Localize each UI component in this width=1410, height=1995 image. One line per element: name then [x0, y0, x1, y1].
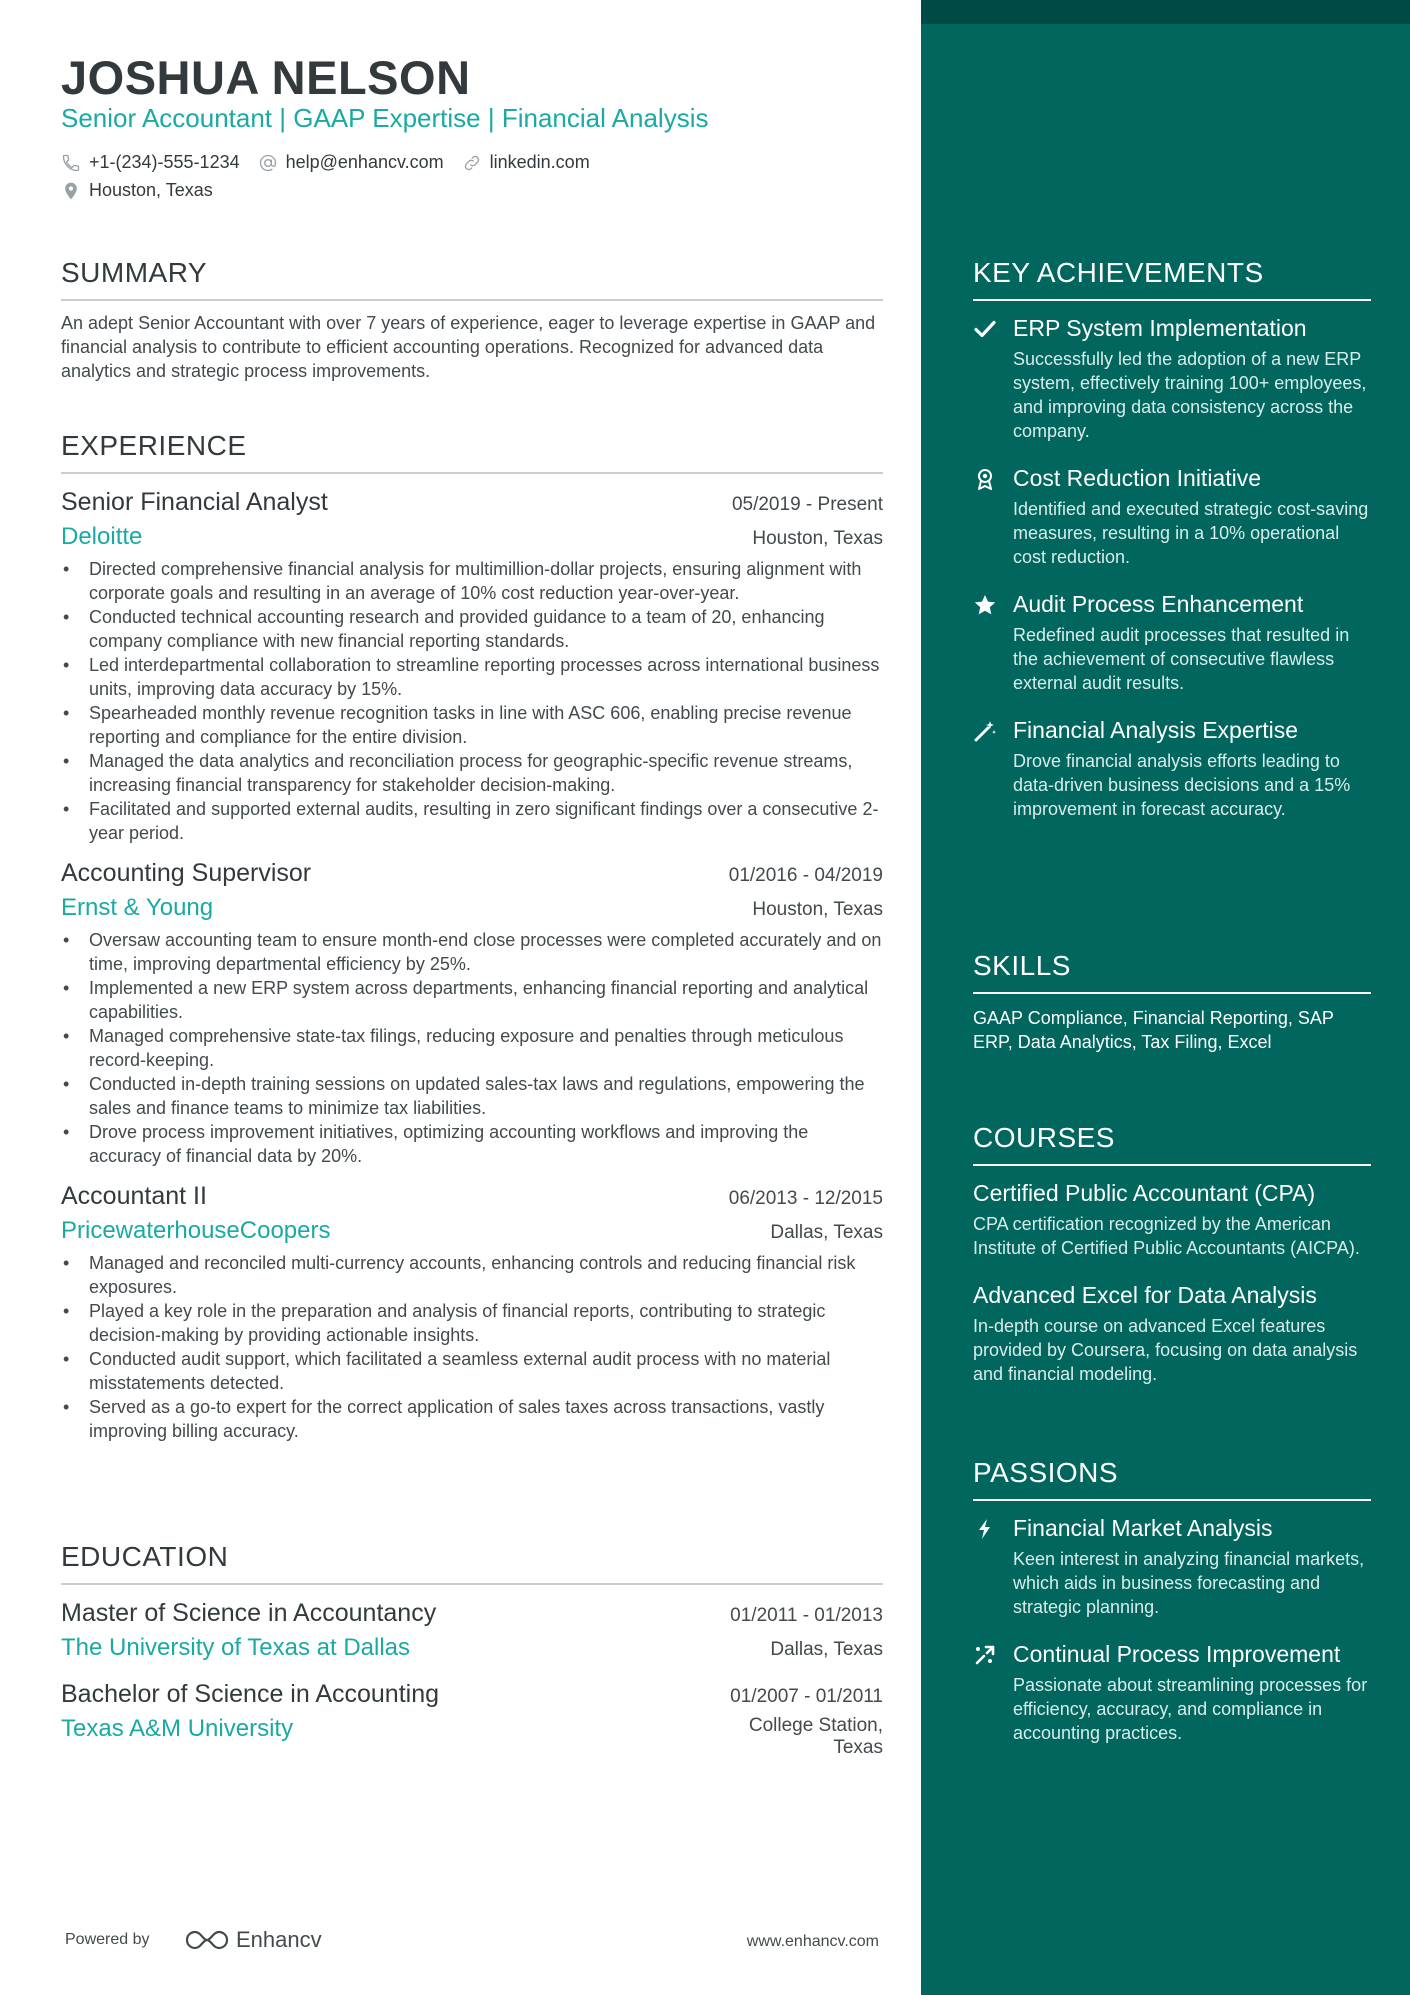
achievement-title: Audit Process Enhancement [1013, 591, 1304, 617]
achievement-item [973, 463, 1371, 569]
summary-text: An adept Senior Accountant with over 7 years of experience, eager to leverage expertise in GAAP and financial analysis to contribute to efficient accounting operations. Recognized for advanced data analytics and strategic process improvements. [61, 313, 876, 381]
achievement-desc: Redefined audit processes that resulted in the achievement of consecutive flawless external audit results. [1013, 625, 1350, 693]
bullet-item: • Facilitated and supported external audits, resulting in zero significant findings over a consecutive 2-year period. [61, 797, 883, 845]
phone-icon [61, 153, 81, 173]
section-divider [973, 299, 1371, 301]
bullet-item: • Managed and reconciled multi-currency accounts, enhancing controls and reducing financial risk exposures. [61, 1251, 883, 1299]
role-dates: 05/2019 - Present [731, 494, 883, 515]
sidebar-column [921, 0, 1410, 1995]
enhancv-logo-icon [184, 1928, 230, 1952]
course-item [973, 1280, 1371, 1386]
skills-section [973, 950, 1371, 1054]
bullet-item: • Spearheaded monthly revenue recognition tasks in line with ASC 606, enabling precise revenue reporting and compliance for the entire division. [61, 701, 883, 749]
achievements-section [973, 257, 1371, 821]
section-divider [973, 992, 1371, 994]
at-icon [258, 153, 278, 173]
bullet-item: • Oversaw accounting team to ensure month-end close processes were completed accurately and on time, improving departmental efficiency by 25%. [61, 928, 883, 976]
course-desc: In-depth course on advanced Excel features provided by Coursera, focusing on data analysis and financial modeling. [973, 1316, 1358, 1384]
role-title: Accounting Supervisor [61, 859, 312, 887]
achievement-title: ERP System Implementation [1013, 315, 1307, 341]
education-dates: 01/2011 - 01/2013 [730, 1605, 883, 1626]
role-bullets [61, 1251, 883, 1443]
education-section [61, 1541, 883, 1759]
skills-text: GAAP Compliance, Financial Reporting, SAP ERP, Data Analytics, Tax Filing, Excel [973, 1008, 1334, 1052]
company-name: Ernst & Young [61, 894, 214, 921]
achievement-item [973, 313, 1371, 443]
bullet-item: • Managed comprehensive state-tax filings, reducing exposure and penalties through meticulous record-keeping. [61, 1024, 883, 1072]
company-name: Deloitte [61, 523, 143, 550]
process-icon [973, 1643, 997, 1667]
bullet-item: • Conducted technical accounting research and provided guidance to a team of 20, enhancing company compliance with new financial reporting standards. [61, 605, 883, 653]
magic-wand-icon [973, 719, 997, 743]
contact-linkedin[interactable] [462, 152, 590, 173]
courses-section [973, 1122, 1371, 1386]
summary-heading: SUMMARY [61, 257, 208, 288]
role-location: Dallas, Texas [770, 1222, 883, 1243]
education-dates: 01/2007 - 01/2011 [730, 1686, 883, 1707]
course-title: Advanced Excel for Data Analysis [973, 1282, 1317, 1308]
bullet-item: • Managed the data analytics and reconciliation process for geographic-specific revenue streams, increasing financial transparency for stakeholder decision-making. [61, 749, 883, 797]
sidebar-top-bar [921, 0, 1410, 24]
contact-location [61, 180, 213, 201]
candidate-title: Senior Accountant | GAAP Expertise | Financial Analysis [61, 103, 709, 133]
powered-by-label: Powered by [65, 1931, 150, 1948]
role-dates: 01/2016 - 04/2019 [728, 865, 883, 886]
experience-heading: EXPERIENCE [61, 430, 247, 461]
passion-title: Continual Process Improvement [1013, 1641, 1341, 1667]
school-location: College Station, Texas [748, 1715, 883, 1758]
contact-email[interactable] [258, 152, 444, 173]
achievement-desc: Successfully led the adoption of a new ERP system, effectively training 100+ employees, and improving data consistency across the company. [1013, 349, 1367, 441]
passion-desc: Passionate about streamlining processes for efficiency, accuracy, and compliance in accounting practices. [1013, 1675, 1368, 1743]
email-text: help@enhancv.com [285, 152, 444, 172]
achievement-item [973, 715, 1371, 821]
passion-item [973, 1639, 1371, 1745]
passions-heading: PASSIONS [973, 1457, 1119, 1488]
role-bullets [61, 928, 883, 1168]
course-title: Certified Public Accountant (CPA) [973, 1180, 1316, 1206]
achievement-desc: Drove financial analysis efforts leading to data-driven business decisions and a 15% improvement in forecast accuracy. [1013, 751, 1351, 819]
experience-entry [61, 488, 883, 845]
experience-entry [61, 1182, 883, 1443]
footer-url[interactable]: www.enhancv.com [746, 1933, 879, 1950]
section-divider [61, 1583, 883, 1585]
company-name: PricewaterhouseCoopers [61, 1217, 331, 1244]
bullet-item: • Conducted in-depth training sessions on updated sales-tax laws and regulations, empowering the sales and finance teams to minimize tax liabilities. [61, 1072, 883, 1120]
star-icon [973, 593, 997, 617]
role-location: Houston, Texas [752, 528, 883, 549]
achievement-desc: Identified and executed strategic cost-saving measures, resulting in a 10% operational cost reduction. [1013, 499, 1369, 567]
achievement-item [973, 589, 1371, 695]
location-text: Houston, Texas [89, 180, 213, 200]
education-entry [61, 1680, 883, 1759]
achievements-heading: KEY ACHIEVEMENTS [973, 257, 1264, 288]
education-entry [61, 1599, 883, 1662]
lightning-icon [973, 1517, 997, 1541]
bullet-item: • Led interdepartmental collaboration to streamline reporting processes across international business units, improving data accuracy by 15%. [61, 653, 883, 701]
summary-section [61, 257, 883, 383]
school-name: The University of Texas at Dallas [61, 1634, 411, 1661]
bullet-item: • Drove process improvement initiatives, optimizing accounting workflows and improving the accuracy of financial data by 20%. [61, 1120, 883, 1168]
contact-phone [61, 152, 240, 173]
achievement-title: Financial Analysis Expertise [1013, 717, 1299, 743]
degree-title: Bachelor of Science in Accounting [61, 1680, 440, 1708]
role-bullets [61, 557, 883, 845]
section-divider [61, 472, 883, 474]
role-location: Houston, Texas [752, 899, 883, 920]
check-icon [973, 317, 997, 341]
linkedin-text: linkedin.com [489, 152, 590, 172]
bullet-item: • Implemented a new ERP system across departments, enhancing financial reporting and analytical capabilities. [61, 976, 883, 1024]
passion-title: Financial Market Analysis [1013, 1515, 1273, 1541]
passion-item [973, 1513, 1371, 1619]
passions-section [973, 1457, 1371, 1745]
skills-heading: SKILLS [973, 950, 1071, 981]
passion-desc: Keen interest in analyzing financial markets, which aids in business forecasting and strategic planning. [1013, 1549, 1365, 1617]
education-heading: EDUCATION [61, 1541, 229, 1572]
enhancv-logo[interactable] [184, 1927, 322, 1953]
candidate-name: JOSHUA NELSON [61, 51, 471, 104]
bullet-item: • Directed comprehensive financial analysis for multimillion-dollar projects, ensuring alignment with corporate goals and resulting in an average of 10% cost reduction year-over-year. [61, 557, 883, 605]
school-location: Dallas, Texas [770, 1639, 883, 1660]
achievement-title: Cost Reduction Initiative [1013, 465, 1262, 491]
award-icon [973, 467, 997, 491]
role-dates: 06/2013 - 12/2015 [728, 1188, 883, 1209]
bullet-item: • Played a key role in the preparation and analysis of financial reports, contributing to strategic decision-making by providing actionable insights. [61, 1299, 883, 1347]
section-divider [973, 1164, 1371, 1166]
experience-entry [61, 859, 883, 1168]
courses-heading: COURSES [973, 1122, 1115, 1153]
school-name: Texas A&M University [61, 1715, 294, 1742]
role-title: Accountant II [61, 1182, 207, 1210]
course-desc: CPA certification recognized by the American Institute of Certified Public Accountants (AICPA). [973, 1214, 1360, 1258]
role-title: Senior Financial Analyst [61, 488, 328, 516]
link-icon [462, 153, 482, 173]
experience-section [61, 430, 883, 1443]
contact-row [61, 152, 590, 173]
section-divider [61, 299, 883, 301]
degree-title: Master of Science in Accountancy [61, 1599, 437, 1627]
section-divider [973, 1499, 1371, 1501]
bullet-item: • Conducted audit support, which facilitated a seamless external audit process with no material misstatements detected. [61, 1347, 883, 1395]
location-pin-icon [61, 181, 81, 201]
course-item [973, 1178, 1371, 1260]
phone-text: +1-(234)-555-1234 [89, 152, 240, 172]
bullet-item: • Served as a go-to expert for the correct application of sales taxes across transactions, vastly improving billing accuracy. [61, 1395, 883, 1443]
enhancv-brand-text: Enhancv [236, 1927, 322, 1952]
